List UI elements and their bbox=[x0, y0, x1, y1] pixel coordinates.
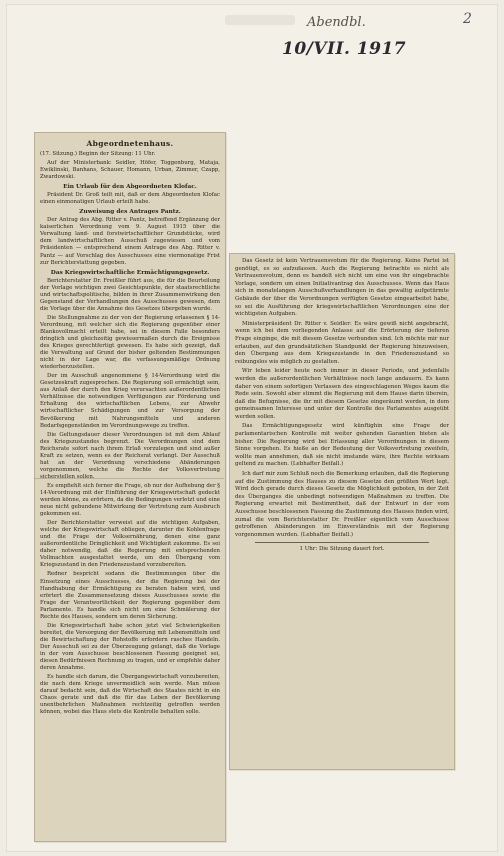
session-line: (17. Sitzung.) Beginn der Sitzung: 11 Uhr. bbox=[40, 151, 156, 157]
newspaper-clipping-right bbox=[229, 253, 455, 770]
urlaub-paragraph: Präsident Dr. Groß teilt mit, daß er dem Abgeordneten Klofac einen einmonatigen Urlaub erteilt habe. bbox=[40, 192, 220, 206]
body-paragraph: Das Ermächtigungsgesetz wird künftighin eine Frage der parlamentarischen Kontrolle mit weiter gehenden Garantien bieten als bisher. Die Regierung wird bei Erlassung aller Verordnungen in diesem Sinne vorgehen. Es hieße an der Bedeutung der Volksvertretung zweifeln, wollte man annehmen, daß sie nicht imstande wäre, ihre Rechte wirksam geltend zu machen. (Lebhafter Beifall.) bbox=[235, 423, 449, 468]
stamp-smudge bbox=[225, 15, 295, 25]
handwritten-date: 10/VII. 1917 bbox=[282, 39, 407, 59]
heading-zuweisung: Zuweisung des Antrages Pantz. bbox=[79, 209, 181, 216]
body-paragraph: Redner bespricht sodann die Bestimmungen über die Einsetzung eines Ausschusses, der die Regierung bei der Handhabung der Ermächtigung zu beraten haben wird, und erörtert die Zusammensetzung dieses Ausschusses sowie die Frage der Verantwortlichkeit der Regierung gegenüber dem Parlamente. Es handle sich nicht um eine Schmälerung der Rechte des Hauses, sondern um deren Sicherung. bbox=[40, 571, 220, 620]
body-paragraph: Die Stellungnahme zu der von der Regierung erlassenen § 14-Verordnung, mit welcher sich die Regierung gegenüber einer Blankovollmacht erteilt habe, sei in diesem Falle besonders dringlich und gleichzeitig gewissermaßen durch die Ereignisse des Krieges gerechtfertigt gewesen. Es habe sich gezeigt, daß die Verwaltung auf Grund der bisher geltenden Bestimmungen nicht in der Lage war, die verfassungsmäßige Ordnung wiederherzustellen. bbox=[40, 314, 220, 371]
article-title: Abgeordnetenhaus. bbox=[86, 139, 174, 148]
divider bbox=[255, 542, 429, 543]
newspaper-clipping-left bbox=[34, 132, 226, 842]
fold-line bbox=[34, 478, 224, 479]
body-paragraph: Der Berichterstatter verweist auf die wichtigen Aufgaben, welche der Kriegswirtschaft obliegen, darunter die Kohlenfrage und die Frage der Volksernährung, denen eine ganz außerordentliche Dringlichkeit und Wichtigkeit zukomme. Es sei daher notwendig, daß die Regierung mit entsprechenden Vollmachten ausgestattet werde, um den Übergang vom Kriegszustand in den Friedenszustand vorzubereiten. bbox=[40, 520, 220, 569]
heading-urlaub: Ein Urlaub für den Abgeordneten Klofac. bbox=[63, 184, 197, 191]
ministers-paragraph: Auf der Ministerbank: Seidler, Höfer, Toggenburg, Mataja, Ewiklinski, Banhans, Schauer, Homann, Urban, Zimmer, Czapp, Zwardowski. bbox=[40, 160, 220, 181]
body-paragraph: Die Kriegswirtschaft habe schon jetzt viel Schwierigkeiten bereitet, die Versorgung der Bevölkerung mit Lebensmitteln und die Bewirtschaftung der Rohstoffe erfordern rasches Handeln. Der Ausschuß sei zu der Überzeugung gelangt, daß die Vorlage in der vom Ausschusse beschlossenen Fassung geeignet sei, diesen Bedürfnissen Rechnung zu tragen, und er empfehle daher deren Annahme. bbox=[40, 622, 220, 672]
body-paragraph: Berichterstatter Dr. Freißler führt aus, die für die Beurteilung der Vorlage wichtigen zwei Gesichtspunkte, der staatsrechtliche und wirtschaftspolitische, bilden in ihrer Zusammenwirkung den Gegenstand der Verhandlungen des Ausschusses gewesen, dem die Vorlage über die Annahme des Gesetzes übergeben wurde. bbox=[40, 277, 220, 312]
closing-line: 1 Uhr: Die Sitzung dauert fort. bbox=[299, 546, 385, 553]
zuweisung-paragraph: Der Antrag des Abg. Ritter v. Pantz, betreffend Ergänzung der kaiserlichen Verordnung vom 9. August 1915 über die Verwaltung land- und forstwirtschaftlicher Grundstücke, wird dem landwirtschaftlichen Ausschuß zugewiesen und vom Präsidenten — entsprechend einem Antrage des Abg. Ritter v. Pantz — auf Vorschlag des Ausschusses eine viermonatige Frist zur Berichterstattung gegeben. bbox=[40, 217, 220, 266]
heading-ermaechtigungsgesetz: Das Kriegswirtschaftliche Ermächtigungsgesetz. bbox=[50, 269, 210, 276]
body-paragraph: Es handle sich darum, die Übergangswirtschaft vorzubereiten, die nach dem Kriege unvermeidlich sein werde. Man müsse darauf bedacht sein, daß die Wirtschaft des Staates nicht in ein Chaos gerate und daß die für das Leben der Bevölkerung unentbehrlichen Maßnahmen rechtzeitig getroffen werden können, wobei das Haus stets die Kontrolle behalten solle. bbox=[40, 674, 220, 716]
body-paragraph: Ich darf mir zum Schluß noch die Bemerkung erlauben, daß die Regierung auf die Zustimmung des Hauses zu diesem Gesetze den größten Wert legt. Wird doch gerade durch dieses Gesetz die Möglichkeit geboten, in der Zeit des Überganges die unbedingt notwendigen Maßnahmen zu treffen. Die Regierung erwartet mit Bestimmtheit, daß der Entwurf in der vom Ausschusse beschlossenen Fassung die Zustimmung des Hauses finden wird, zumal die vom Berichterstatter Dr. Freißler eigentlich vom Ausschusse getroffenen Abänderungen im Einverständnis mit der Regierung vorgenommen wurden. (Lebhafter Beifall.) bbox=[235, 471, 449, 538]
body-paragraph: Wir leben leider heute noch immer in dieser Periode, und jedenfalls werden die außerordentlichen Verhältnisse noch lange andauern. Es kann daher von einem sofortigen Verlassen des eingeschlagenen Weges kaum die Rede sein. Sowohl aber stimmt die Regierung mit dem Hause darin überein, daß die Befugnisse, die ihr mit diesem Gesetze eingeräumt werden, in dem gemeinsamen Interesse und unter der Kontrolle des Parlamentes ausgeübt werden sollen. bbox=[235, 368, 449, 420]
body-paragraph: Die Geltungsdauer dieser Verordnungen ist mit dem Ablauf des Kriegszustandes begrenzt. Die Verordnungen sind dem Reichsrate sofort nach ihrem Erlaß vorzulegen und sind außer Kraft zu setzen, wenn es der Reichsrat verlangt. Der Ausschuß hat an der Verordnung verschiedene Abänderungen vorgenommen, welche die Rechte der Volksvertretung sicherstellen sollen. bbox=[40, 431, 220, 480]
body-paragraph: Der im Ausschuß angenommene § 14-Verordnung wird die Gesetzeskraft zugesprochen. Die Regierung soll ermächtigt sein, aus Anlaß der durch den Krieg verursachten außerordentlichen Verhältnisse die notwendigen Verfügungen zur Förderung und Erhaltung des wirtschaftlichen Lebens, zur Abwehr wirtschaftlicher Schädigungen und zur Versorgung der Bevölkerung mit Nahrungsmitteln und anderen Bedarfsgegenständen im Verordnungswege zu treffen. bbox=[40, 373, 220, 429]
body-paragraph: Ministerpräsident Dr. Ritter v. Seidler: Es wäre gewiß nicht angebracht, wenn ich bei dem vorliegenden Anlasse auf die Erörterung der tieferen Frage einginge, die mit diesem Gesetze verbunden sind. Ich möchte mir nur erlauben, auf den grundsätzlichen Standpunkt der Regierung hinzuweisen, den Übergang aus dem Kriegszustande in den Friedenszustand so reibungslos wie möglich zu gestalten. bbox=[235, 320, 449, 365]
handwritten-source: Abendbl. bbox=[307, 15, 366, 30]
body-paragraph: Das Gesetz ist kein Vertrauensvotum für die Regierung. Keine Partei ist genötigt, es so aufzufassen. Auch die Regierung betrachte es nicht als Vertrauensvotum, denn es handelt sich nicht um eine von ihr eingebrachte Vorlage, sondern um einen Initiativantrag des Ausschusses. Wenn das Haus sich in monatelangen Ausschußverhandlungen in das gewaltig aufgetürmte Gebäude der über die Verordnungen verfügten Gesetze eingearbeitet habe, so sei die Ausführung der kriegswirtschaftlichen Verordnungen eine der wichtigsten Aufgaben. bbox=[235, 258, 449, 318]
body-paragraph: Es empfiehlt sich ferner die Frage, ob nur der Aufhebung der § 14-Verordnung mit der Einführung der Kriegswirtschaft gedeckt werden könne, zu erörtern, da die Bedingungen verletzt und eine neue nicht gebundene Mitwirkung der Vertretung zum Ausbruch gekommen sei. bbox=[40, 482, 220, 518]
handwritten-page-number: 2 bbox=[463, 11, 472, 27]
